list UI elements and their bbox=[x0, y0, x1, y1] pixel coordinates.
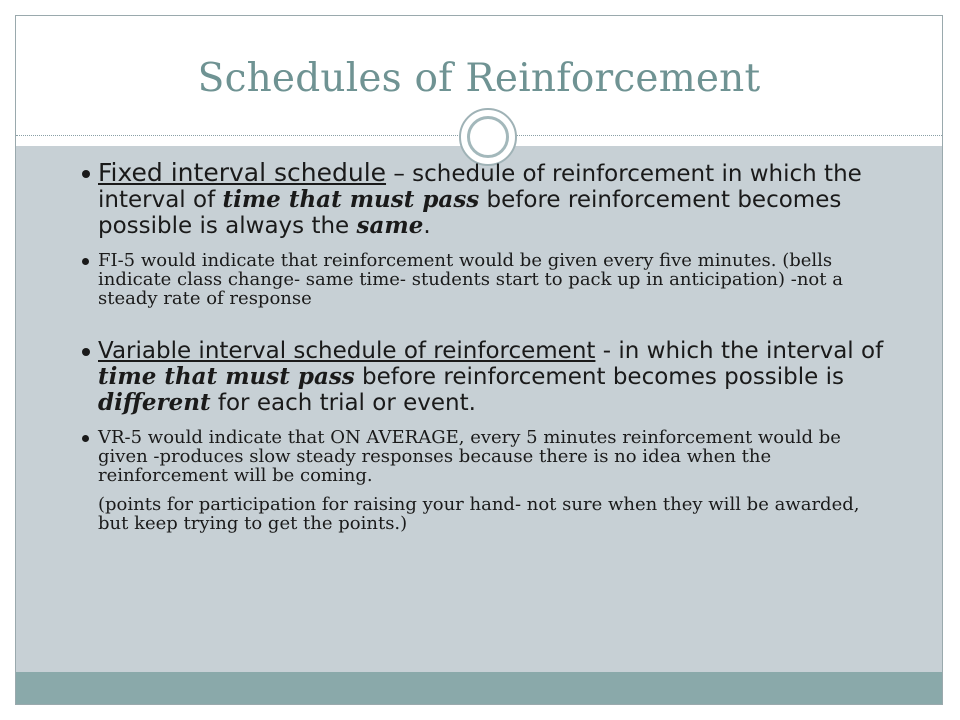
sub-bullet-vr5-example: (points for participation for raising your hand- not sure when they will be awarded, but keep trying to get the points.) bbox=[98, 494, 860, 534]
bullet-dot-icon bbox=[82, 435, 89, 442]
bullet-item-variable-interval bbox=[70, 338, 890, 416]
item1-emphasis-time: time that must pass bbox=[222, 186, 480, 213]
term-fixed-interval: Fixed interval schedule bbox=[98, 158, 387, 187]
footer-band bbox=[16, 672, 942, 704]
item1-text-a: schedule of reinforcement in which the interval of bbox=[98, 161, 862, 213]
item2-text-a: - in which the interval of bbox=[595, 338, 884, 364]
bullet-dot-icon bbox=[82, 170, 90, 178]
item2-text-b: before reinforcement becomes possible is bbox=[354, 364, 845, 390]
item2-emphasis-different: different bbox=[98, 389, 211, 416]
bullet-list bbox=[70, 160, 890, 533]
item2-emphasis-time: time that must pass bbox=[98, 363, 355, 390]
bullet-item-fixed-interval bbox=[70, 160, 890, 239]
circle-ornament-icon bbox=[459, 108, 517, 166]
bullet-dot-icon bbox=[82, 258, 89, 265]
item1-text-c: . bbox=[423, 213, 431, 239]
term-variable-interval: Variable interval schedule of reinforcement bbox=[98, 338, 596, 364]
item2-text-c: for each trial or event. bbox=[210, 390, 476, 416]
sub-bullet-fi5 bbox=[70, 251, 890, 308]
slide-title: Schedules of Reinforcement bbox=[197, 56, 761, 101]
item1-dash: – bbox=[386, 161, 413, 187]
bullet-dot-icon bbox=[82, 348, 90, 356]
sub-bullet-fi5-text: FI-5 would indicate that reinforcement would be given every five minutes. (bells indicate class change- same time- students start to pack up in anticipation) -not a steady rate of response bbox=[98, 250, 843, 309]
circle-ornament-inner bbox=[467, 116, 509, 158]
item1-text-b: before reinforcement becomes possible is always the bbox=[98, 187, 842, 239]
sub-bullet-vr5 bbox=[70, 428, 890, 485]
item1-emphasis-same: same bbox=[356, 212, 424, 239]
sub-bullet-vr5-text: VR-5 would indicate that ON AVERAGE, every 5 minutes reinforcement would be given -produces slow steady responses because there is no idea when the reinforcement will be coming. bbox=[98, 427, 841, 486]
